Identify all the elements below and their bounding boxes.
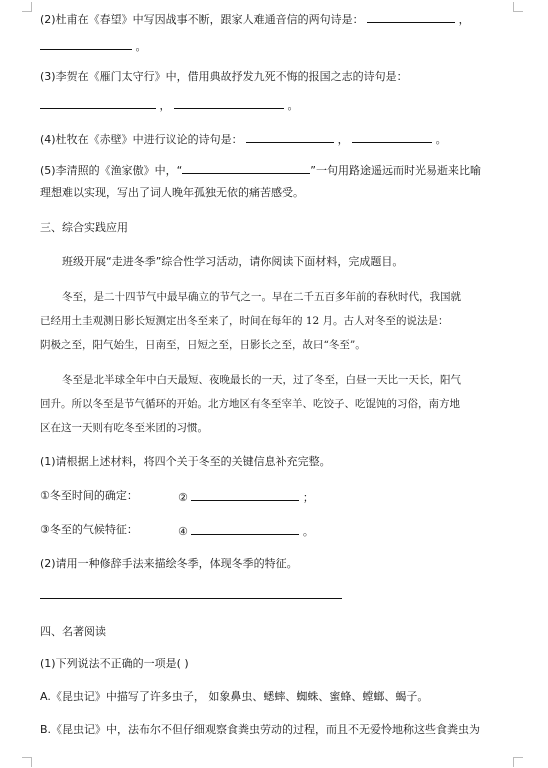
question-5-line1: (5)李清照的《渔家傲》中，“ ”一句用路途遥远而时光易逝来比喻 xyxy=(40,164,481,177)
material-paragraph-2-line1: 冬至是北半球全年中白天最短、夜晚最长的一天，过了冬至，白昼一天比一天长，阳气 xyxy=(62,374,461,386)
key-info-item-1: ①冬至时间的确定： xyxy=(40,489,138,502)
material-paragraph-1-line1: 冬至，是二十四节气中最早确立的节气之一。早在二千五百多年前的春秋时代，我国就 xyxy=(62,291,461,303)
page-corner-mark xyxy=(513,757,523,767)
answer-blank[interactable] xyxy=(40,38,132,50)
section-4-heading: 四、名著阅读 xyxy=(40,625,106,638)
answer-blank[interactable] xyxy=(182,162,310,174)
section-3-question-1: (1)请根据上述材料，将四个关于冬至的关键信息补充完整。 xyxy=(40,455,331,468)
material-paragraph-2-line3: 区在这一天则有吃冬至米团的习惯。 xyxy=(40,422,208,434)
answer-blank[interactable] xyxy=(246,131,334,143)
question-4: (4)杜牧在《赤壁》中进行议论的诗句是： ， 。 xyxy=(40,133,447,146)
question-5-line2: 理想难以实现，写出了词人晚年孤独无依的痛苦感受。 xyxy=(40,186,304,199)
key-info-item-4: ④ 。 xyxy=(178,525,314,538)
question-3-line1: (3)李贺在《雁门太守行》中，借用典故抒发九死不悔的报国之志的诗句是： xyxy=(40,70,408,83)
page-corner-mark xyxy=(513,2,523,12)
answer-blank[interactable] xyxy=(40,97,156,109)
question-2-line2: 。 xyxy=(40,38,147,54)
section-3-question-2: (2)请用一种修辞手法来描绘冬季，体现冬季的特征。 xyxy=(40,557,298,570)
key-info-item-3: ③冬至的气候特征： xyxy=(40,523,138,536)
section-3-heading: 三、综合实践应用 xyxy=(40,221,128,234)
material-paragraph-1-line2: 已经用土圭观测日影长短测定出冬至来了，时间在每年的 12 月。古人对冬至的说法是： xyxy=(40,315,449,327)
page-corner-mark xyxy=(22,757,32,767)
material-paragraph-1-line3: 阴极之至，阳气始生，日南至，日短之至，日影长之至，故曰“冬至”。 xyxy=(40,339,366,351)
answer-blank[interactable] xyxy=(352,131,432,143)
answer-blank[interactable] xyxy=(191,489,299,501)
answer-blank[interactable] xyxy=(174,97,284,109)
answer-blank[interactable] xyxy=(191,523,299,535)
page-corner-mark xyxy=(22,2,32,12)
key-info-item-2: ② ； xyxy=(178,491,314,504)
question-2-line1: (2)杜甫在《春望》中写因战事不断，跟家人难通音信的两句诗是： ， xyxy=(40,13,470,26)
option-b: B.《昆虫记》中，法布尔不但仔细观察食粪虫劳动的过程，而且不无爱怜地称这些食粪虫为 xyxy=(40,723,481,736)
option-a: A.《昆虫记》中描写了许多虫子， 如象鼻虫、蟋蟀、蜘蛛、蜜蜂、螳螂、蝎子。 xyxy=(40,690,429,703)
question-3-line2: ， 。 xyxy=(40,97,299,113)
section-3-intro: 班级开展“走进冬季”综合性学习活动，请你阅读下面材料，完成题目。 xyxy=(62,255,404,268)
section-4-question-1: (1)下列说法不正确的一项是( ) xyxy=(40,657,189,670)
answer-line[interactable] xyxy=(40,598,342,599)
answer-blank[interactable] xyxy=(367,11,455,23)
material-paragraph-2-line2: 回升。所以冬至是节气循环的开始。北方地区有冬至宰羊、吃饺子、吃馄饨的习俗，南方地 xyxy=(40,398,460,410)
